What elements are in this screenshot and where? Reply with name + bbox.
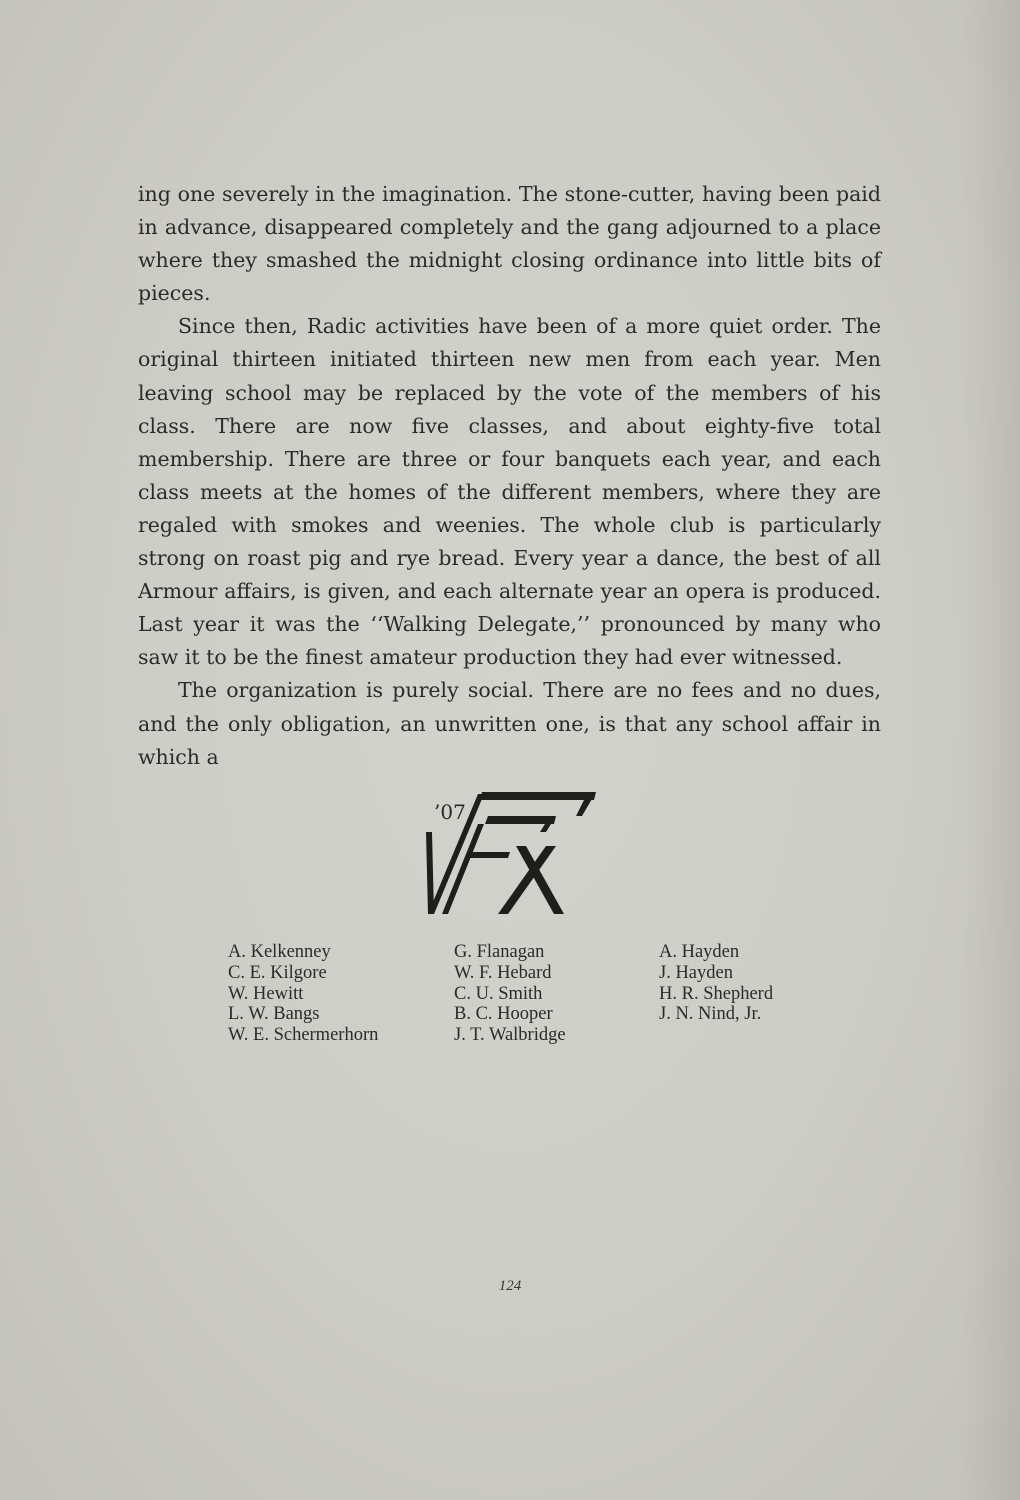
member-name: J. T. Walbridge	[454, 1025, 566, 1046]
member-name: A. Kelkenney	[228, 942, 331, 962]
member-name: W. E. Schermerhorn	[228, 1025, 379, 1046]
class-emblem	[420, 788, 602, 918]
roster-column	[659, 942, 773, 1025]
member-name: A. Hayden	[659, 942, 740, 962]
paragraph: Since then, Radic activities have been of a more quiet order. The original thirteen initiated thirteen new men from each year. Men leaving school may be replaced by the vote of the members of his class. There are now five classes, and about eighty-five total membership. There are three or four banquets each year, and each class meets at the homes of the different members, where they are regaled with smokes and weenies. The whole club is particularly strong on roast pig and rye bread. Every year a dance, the best of all Armour affairs, is given, and each alternate year an opera is produced. Last year it was the ‘‘Walking Delegate,’’ pronounced by many who saw it to be the finest amateur production they had ever witnessed.	[138, 314, 881, 670]
emblem-year: ’07	[434, 800, 466, 824]
member-name: L. W. Bangs	[228, 1004, 320, 1025]
member-name: J. Hayden	[659, 962, 733, 983]
page-edge-shadow	[960, 0, 1020, 1500]
member-name: G. Flanagan	[454, 942, 545, 962]
page-number: 124	[498, 1278, 522, 1294]
member-name: H. R. Shepherd	[659, 983, 774, 1004]
member-name: C. U. Smith	[454, 983, 543, 1004]
paragraph: The organization is purely social. There are no fees and no dues, and the only obligation, an unwritten one, is that any school affair in which a	[138, 678, 881, 769]
member-name: W. F. Hebard	[454, 962, 552, 983]
body-text	[138, 178, 881, 774]
member-name: C. E. Kilgore	[228, 962, 327, 983]
member-name: B. C. Hooper	[454, 1004, 553, 1025]
monogram-strokes	[426, 792, 596, 914]
member-name: W. Hewitt	[228, 983, 304, 1004]
roster-column	[454, 942, 566, 1046]
member-name: J. N. Nind, Jr.	[659, 1004, 762, 1025]
roster-column	[228, 942, 378, 1046]
vfx-monogram-logo	[420, 788, 602, 918]
paragraph: ing one severely in the imagination. The stone-cutter, having been paid in advance, disappeared completely and the gang adjourned to a place where they smashed the midnight closing ordinance into little bits of pieces.	[138, 182, 881, 306]
